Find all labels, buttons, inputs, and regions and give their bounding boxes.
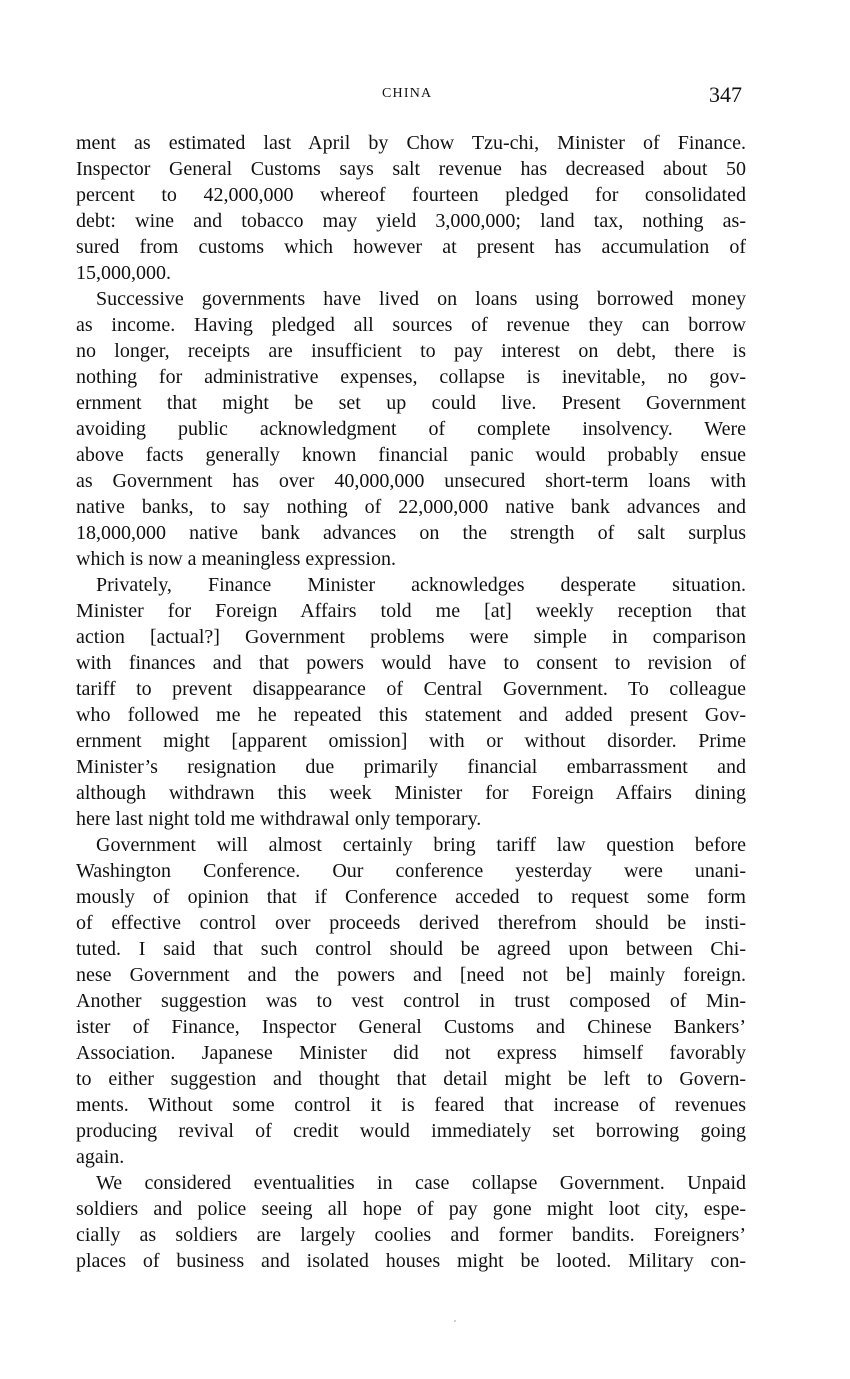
text-line: here last night told me withdrawal only temporary. <box>76 808 482 830</box>
text-line: soldiers and police seeing all hope of pay gone might loot city, espe- <box>76 1198 746 1220</box>
text-line: debt: wine and tobacco may yield 3,000,000; land tax, nothing as- <box>76 210 746 232</box>
text-line: Washington Conference. Our conference yesterday were unani- <box>76 860 746 882</box>
text-line: Association. Japanese Minister did not express himself favorably <box>76 1042 746 1064</box>
text-line: Minister for Foreign Affairs told me [at] weekly reception that <box>76 600 746 622</box>
page-number: 347 <box>709 82 742 107</box>
text-line: ment as estimated last April by Chow Tzu-chi, Minister of Finance. <box>76 132 746 154</box>
text-line: Privately, Finance Minister acknowledges desperate situation. <box>96 574 746 596</box>
text-line: Government will almost certainly bring tariff law question before <box>96 834 746 856</box>
text-line: no longer, receipts are insufficient to pay interest on debt, there is <box>76 340 746 362</box>
text-line: nese Government and the powers and [need not be] mainly foreign. <box>76 964 746 986</box>
text-line: who followed me he repeated this statement and added present Gov- <box>76 704 746 726</box>
text-line: to either suggestion and thought that detail might be left to Govern- <box>76 1068 746 1090</box>
text-line: ernment that might be set up could live. Present Government <box>76 392 746 414</box>
text-line: as income. Having pledged all sources of revenue they can borrow <box>76 314 746 336</box>
text-line: native banks, to say nothing of 22,000,000 native bank advances and <box>76 496 746 518</box>
text-line: although withdrawn this week Minister for Foreign Affairs dining <box>76 782 746 804</box>
scan-speck <box>454 1320 456 1322</box>
text-line: of effective control over proceeds derived therefrom should be insti- <box>76 912 746 934</box>
text-line: as Government has over 40,000,000 unsecured short-term loans with <box>76 470 746 492</box>
text-line: avoiding public acknowledgment of complete insolvency. Were <box>76 418 746 440</box>
text-line: sured from customs which however at present has accumulation of <box>76 236 746 258</box>
text-line: which is now a meaningless expression. <box>76 548 396 570</box>
text-line: We considered eventualities in case collapse Government. Unpaid <box>96 1172 746 1194</box>
text-line: nothing for administrative expenses, collapse is inevitable, no gov- <box>76 366 746 388</box>
running-title: CHINA <box>382 86 433 101</box>
text-line: Successive governments have lived on loans using borrowed money <box>96 288 746 310</box>
text-line: places of business and isolated houses might be looted. Military con- <box>76 1250 746 1272</box>
text-line: percent to 42,000,000 whereof fourteen pledged for consolidated <box>76 184 746 206</box>
text-line: ernment might [apparent omission] with or without disorder. Prime <box>76 730 746 752</box>
text-line: cially as soldiers are largely coolies and former bandits. Foreigners’ <box>76 1224 746 1246</box>
text-line: ister of Finance, Inspector General Customs and Chinese Bankers’ <box>76 1016 746 1038</box>
text-line: again. <box>76 1146 125 1168</box>
body-text <box>76 130 746 1274</box>
text-line: tariff to prevent disappearance of Central Government. To colleague <box>76 678 746 700</box>
running-header <box>0 82 850 112</box>
text-line: Another suggestion was to vest control in trust composed of Min- <box>76 990 746 1012</box>
text-line: 18,000,000 native bank advances on the strength of salt surplus <box>76 522 746 544</box>
text-line: with finances and that powers would have to consent to revision of <box>76 652 746 674</box>
text-line: Inspector General Customs says salt revenue has decreased about 50 <box>76 158 746 180</box>
text-line: above facts generally known financial panic would probably ensue <box>76 444 746 466</box>
text-line: producing revival of credit would immediately set borrowing going <box>76 1120 746 1142</box>
text-line: 15,000,000. <box>76 262 171 284</box>
text-line: ments. Without some control it is feared that increase of revenues <box>76 1094 746 1116</box>
text-line: tuted. I said that such control should be agreed upon between Chi- <box>76 938 746 960</box>
text-line: Minister’s resignation due primarily financial embarrassment and <box>76 756 746 778</box>
text-line: mously of opinion that if Conference acceded to request some form <box>76 886 746 908</box>
text-line: action [actual?] Government problems were simple in comparison <box>76 626 746 648</box>
